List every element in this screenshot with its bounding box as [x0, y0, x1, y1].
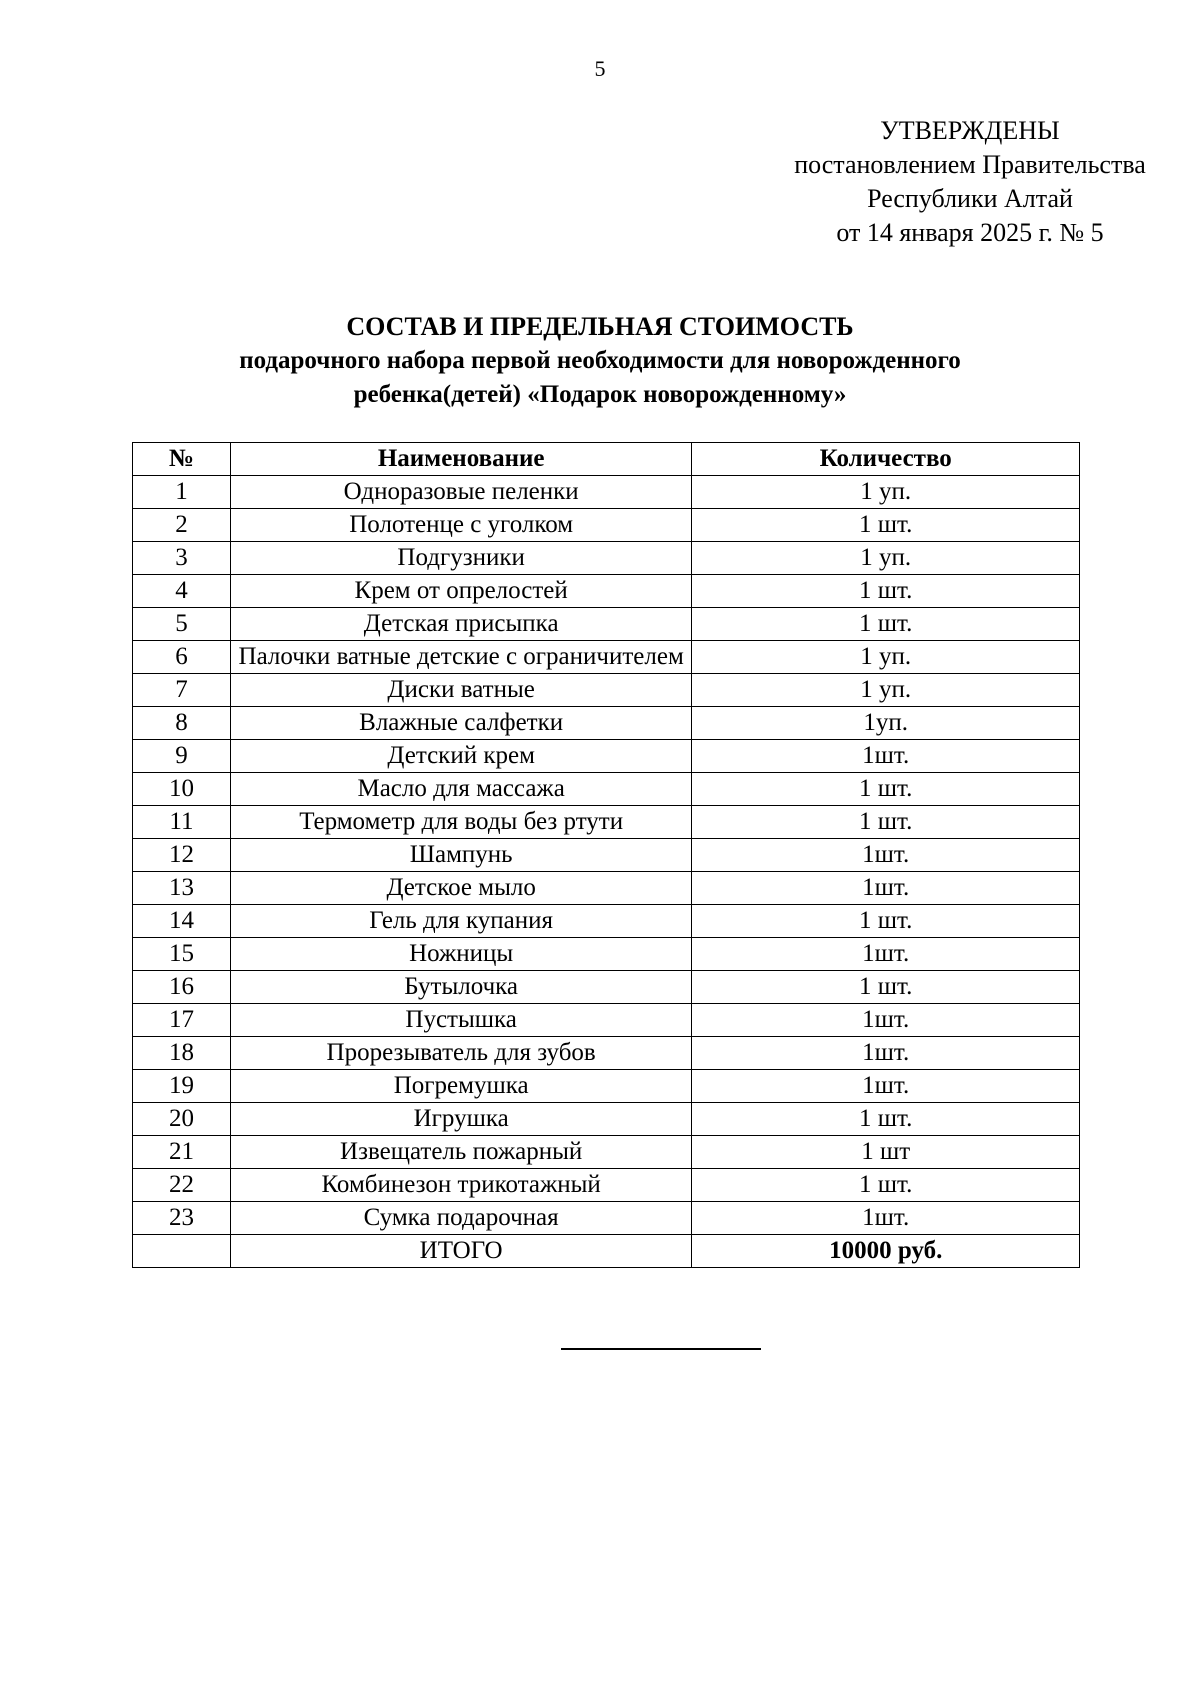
item-name: Погремушка — [230, 1070, 692, 1103]
item-name: Подгузники — [230, 542, 692, 575]
item-quantity: 1 шт. — [692, 1169, 1080, 1202]
row-number: 21 — [133, 1136, 231, 1169]
item-name: Шампунь — [230, 839, 692, 872]
table-row — [133, 1202, 1080, 1235]
table-total-row — [133, 1235, 1080, 1268]
row-number: 5 — [133, 608, 231, 641]
item-quantity: 1 шт. — [692, 608, 1080, 641]
row-number: 19 — [133, 1070, 231, 1103]
row-number: 4 — [133, 575, 231, 608]
row-number: 11 — [133, 806, 231, 839]
item-name: Прорезыватель для зубов — [230, 1037, 692, 1070]
item-quantity: 1шт. — [692, 872, 1080, 905]
item-quantity: 1шт. — [692, 938, 1080, 971]
table-row — [133, 509, 1080, 542]
item-quantity: 1 шт — [692, 1136, 1080, 1169]
item-quantity: 1шт. — [692, 1004, 1080, 1037]
item-quantity: 1шт. — [692, 1037, 1080, 1070]
row-number: 20 — [133, 1103, 231, 1136]
item-name: Одноразовые пеленки — [230, 476, 692, 509]
approval-line: постановлением Правительства — [794, 150, 1146, 179]
item-name: Ножницы — [230, 938, 692, 971]
item-name: Крем от опрелостей — [230, 575, 692, 608]
item-quantity: 1уп. — [692, 707, 1080, 740]
item-quantity: 1 уп. — [692, 476, 1080, 509]
table-body — [133, 476, 1080, 1235]
table-row — [133, 542, 1080, 575]
row-number: 13 — [133, 872, 231, 905]
table-row — [133, 905, 1080, 938]
items-table — [132, 442, 1080, 1268]
page-number: 5 — [594, 56, 606, 81]
table-row — [133, 806, 1080, 839]
approval-line: Республики Алтай — [867, 184, 1073, 213]
column-header-name: Наименование — [230, 443, 692, 476]
document-title: СОСТАВ И ПРЕДЕЛЬНАЯ СТОИМОСТЬ — [346, 312, 854, 341]
row-number: 18 — [133, 1037, 231, 1070]
row-number: 10 — [133, 773, 231, 806]
item-quantity: 1 шт. — [692, 971, 1080, 1004]
table-row — [133, 707, 1080, 740]
row-number: 12 — [133, 839, 231, 872]
item-name: Влажные салфетки — [230, 707, 692, 740]
row-number: 7 — [133, 674, 231, 707]
closing-rule — [561, 1348, 761, 1350]
approval-line: от 14 января 2025 г. № 5 — [836, 218, 1104, 247]
table-row — [133, 1070, 1080, 1103]
item-name: Сумка подарочная — [230, 1202, 692, 1235]
table-row — [133, 641, 1080, 674]
document-subtitle: подарочного набора первой необходимости для новорожденного — [239, 347, 961, 374]
row-number: 16 — [133, 971, 231, 1004]
approval-block — [730, 114, 1200, 250]
item-quantity: 1 уп. — [692, 542, 1080, 575]
document-subtitle: ребенка(детей) «Подарок новорожденному» — [353, 381, 847, 408]
item-quantity: 1шт. — [692, 1070, 1080, 1103]
table-row — [133, 773, 1080, 806]
item-name: Детское мыло — [230, 872, 692, 905]
item-quantity: 1 шт. — [692, 509, 1080, 542]
row-number: 6 — [133, 641, 231, 674]
row-number: 22 — [133, 1169, 231, 1202]
approval-line: УТВЕРЖДЕНЫ — [880, 116, 1060, 145]
item-name: Полотенце с уголком — [230, 509, 692, 542]
table-row — [133, 839, 1080, 872]
item-quantity: 1 уп. — [692, 674, 1080, 707]
item-name: Игрушка — [230, 1103, 692, 1136]
item-quantity: 1 шт. — [692, 575, 1080, 608]
total-label: ИТОГО — [230, 1235, 692, 1268]
row-number: 3 — [133, 542, 231, 575]
row-number: 9 — [133, 740, 231, 773]
item-name: Гель для купания — [230, 905, 692, 938]
item-name: Палочки ватные детские с ограничителем — [230, 641, 692, 674]
item-name: Бутылочка — [230, 971, 692, 1004]
row-number: 8 — [133, 707, 231, 740]
table-row — [133, 608, 1080, 641]
total-value: 10000 руб. — [692, 1235, 1080, 1268]
table-row — [133, 971, 1080, 1004]
item-quantity: 1шт. — [692, 740, 1080, 773]
column-header-num: № — [133, 443, 231, 476]
column-header-qty: Количество — [692, 443, 1080, 476]
row-number: 1 — [133, 476, 231, 509]
table-row — [133, 674, 1080, 707]
table-row — [133, 575, 1080, 608]
item-name: Термометр для воды без ртути — [230, 806, 692, 839]
table-row — [133, 1004, 1080, 1037]
item-quantity: 1 уп. — [692, 641, 1080, 674]
document-heading — [0, 310, 1200, 412]
item-name: Комбинезон трикотажный — [230, 1169, 692, 1202]
row-number: 14 — [133, 905, 231, 938]
item-name: Детский крем — [230, 740, 692, 773]
table-row — [133, 938, 1080, 971]
table-row — [133, 872, 1080, 905]
row-number: 17 — [133, 1004, 231, 1037]
table-row — [133, 1169, 1080, 1202]
item-name: Детская присыпка — [230, 608, 692, 641]
item-quantity: 1шт. — [692, 1202, 1080, 1235]
row-number: 2 — [133, 509, 231, 542]
total-num-cell — [133, 1235, 231, 1268]
item-name: Извещатель пожарный — [230, 1136, 692, 1169]
item-name: Масло для массажа — [230, 773, 692, 806]
table-row — [133, 476, 1080, 509]
item-name: Пустышка — [230, 1004, 692, 1037]
item-quantity: 1 шт. — [692, 1103, 1080, 1136]
table-header-row — [133, 443, 1080, 476]
item-name: Диски ватные — [230, 674, 692, 707]
item-quantity: 1 шт. — [692, 905, 1080, 938]
item-quantity: 1 шт. — [692, 806, 1080, 839]
item-quantity: 1 шт. — [692, 773, 1080, 806]
table-row — [133, 1136, 1080, 1169]
row-number: 15 — [133, 938, 231, 971]
row-number: 23 — [133, 1202, 231, 1235]
item-quantity: 1шт. — [692, 839, 1080, 872]
table-row — [133, 1103, 1080, 1136]
table-row — [133, 1037, 1080, 1070]
table-row — [133, 740, 1080, 773]
